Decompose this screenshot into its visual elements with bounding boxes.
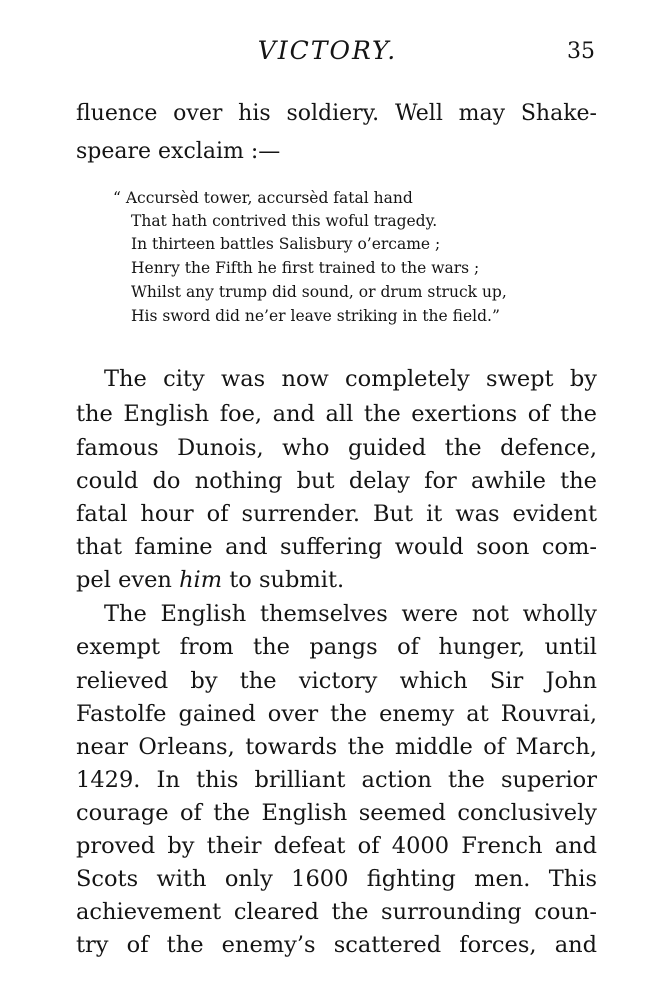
text-line: Scots with only 1600 fighting men. This [76,866,597,892]
verse-line: “ Accursèd tower, accursèd fatal hand [113,189,413,207]
text-line: exempt from the pangs of hunger, until [76,634,597,660]
text-line: courage of the English seemed conclusively [76,800,597,826]
text-line: that famine and suffering would soon com- [76,534,597,560]
emphasis-word: him [179,567,223,593]
text-line: 1429. In this brilliant action the superior [76,767,597,793]
text-line: achievement cleared the surrounding coun- [76,899,597,925]
text-line: relieved by the victory which Sir John [76,668,597,694]
text-line: the English foe, and all the exertions of the [76,401,597,427]
page-header [0,36,655,76]
page-number: 35 [567,39,595,64]
text-line: fluence over his soldiery. Well may Shake- [76,101,597,126]
text-line: The city was now completely swept by [104,366,597,392]
text-run: to submit. [222,567,345,593]
text-line: proved by their defeat of 4000 French and [76,833,597,859]
verse-line: Henry the Fifth he first trained to the wars ; [131,259,480,277]
verse-line: His sword did ne’er leave striking in the field.” [131,307,500,325]
text-line: fatal hour of surrender. But it was evident [76,501,597,527]
text-line: famous Dunois, who guided the defence, [76,435,597,461]
verse-line: In thirteen battles Salisbury o’ercame ; [131,235,441,253]
text-line: could do nothing but delay for awhile the [76,468,597,494]
verse-line: That hath contrived this woful tragedy. [131,212,438,230]
text-line: speare exclaim :— [76,139,281,164]
verse-line: Whilst any trump did sound, or drum struck up, [131,283,507,301]
text-line: Fastolfe gained over the enemy at Rouvrai, [76,701,597,727]
text-line: near Orleans, towards the middle of March, [76,734,597,760]
text-run: pel even [76,567,180,593]
text-line: The English themselves were not wholly [104,601,597,627]
text-line [76,567,597,593]
text-line: try of the enemy’s scattered forces, and [76,932,597,958]
running-title: VICTORY. [257,36,398,65]
